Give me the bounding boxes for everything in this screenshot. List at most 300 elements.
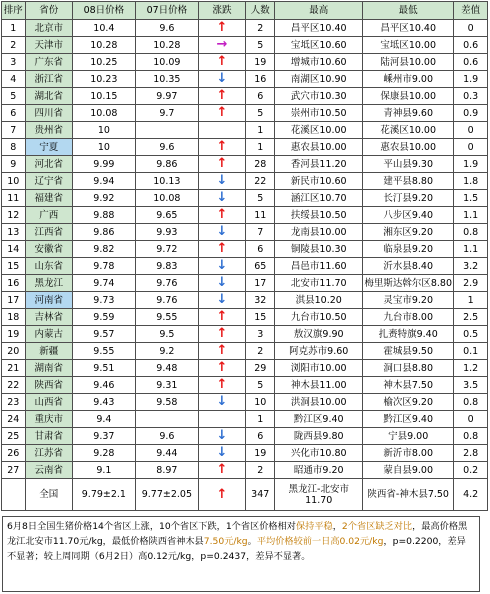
lowest-cell: 嵊州市9.00: [363, 71, 454, 88]
highest-cell: 浏阳市10.00: [275, 360, 363, 377]
lowest-cell: 长汀县9.20: [363, 190, 454, 207]
count-cell: 6: [246, 88, 275, 105]
highest-cell: 崇州市10.50: [275, 105, 363, 122]
trend-cell: [198, 54, 245, 71]
table-row: [2, 20, 488, 37]
table-row: [2, 241, 488, 258]
lowest-cell: 昌平区10.40: [363, 20, 454, 37]
difference-cell: 0: [454, 139, 488, 156]
total-highest: 黑龙江-北安市11.70: [275, 479, 363, 511]
province-cell: 北京市: [25, 20, 72, 37]
price-08-cell: 9.55: [72, 343, 135, 360]
trend-cell: [198, 20, 245, 37]
header-difference: 差值: [454, 2, 488, 20]
trend-cell: [198, 241, 245, 258]
table-row: [2, 156, 488, 173]
note-average-highlight: 平均价格较前一日高0.02元/kg: [256, 536, 384, 547]
table-row: [2, 292, 488, 309]
rank-cell: 22: [2, 377, 26, 394]
down-arrow-icon: ↓: [216, 224, 228, 239]
up-arrow-icon: ↑: [216, 88, 228, 103]
province-cell: 广东省: [25, 54, 72, 71]
table-row: [2, 275, 488, 292]
province-cell: 吉林省: [25, 309, 72, 326]
count-cell: 65: [246, 258, 275, 275]
rank-cell: 5: [2, 88, 26, 105]
total-lowest: 陕西省-神木县7.50: [363, 479, 454, 511]
highest-cell: 敖汉旗9.90: [275, 326, 363, 343]
count-cell: 1: [246, 122, 275, 139]
note-text-1: 6月8日全国生猪价格14个省区上涨，10个省区下跌，1个省区价格相对: [7, 521, 296, 532]
price-08-cell: 9.4: [72, 411, 135, 428]
price-08-cell: 10.25: [72, 54, 135, 71]
rank-cell: 23: [2, 394, 26, 411]
table-row: [2, 54, 488, 71]
highest-cell: 黔江区9.40: [275, 411, 363, 428]
count-cell: 5: [246, 105, 275, 122]
table-row: [2, 122, 488, 139]
note-text-5: ，p=0.2200，差异不显著；较上周同期（6月2日）高0.12元/kg，p=0.2437，差异不显著。: [7, 536, 466, 562]
rank-cell: 10: [2, 173, 26, 190]
price-07-cell: 9.86: [135, 156, 198, 173]
difference-cell: 0.8: [454, 394, 488, 411]
price-07-cell: 9.72: [135, 241, 198, 258]
total-price-08: 9.79±2.1: [72, 479, 135, 511]
header-trend: 涨跌: [198, 2, 245, 20]
highest-cell: 昭通市9.20: [275, 462, 363, 479]
trend-cell: [198, 377, 245, 394]
count-cell: 32: [246, 292, 275, 309]
table-row: [2, 71, 488, 88]
difference-cell: 1.8: [454, 173, 488, 190]
rank-cell: 25: [2, 428, 26, 445]
table-row: [2, 411, 488, 428]
rank-cell: 3: [2, 54, 26, 71]
province-cell: 天津市: [25, 37, 72, 54]
up-arrow-icon: ↑: [216, 377, 228, 392]
up-arrow-icon: ↑: [216, 241, 228, 256]
up-arrow-icon: ↑: [216, 54, 228, 69]
rank-cell: 17: [2, 292, 26, 309]
province-cell: 山东省: [25, 258, 72, 275]
difference-cell: 2.8: [454, 445, 488, 462]
price-08-cell: 10.15: [72, 88, 135, 105]
difference-cell: 0: [454, 122, 488, 139]
province-cell: 安徽省: [25, 241, 72, 258]
count-cell: 1: [246, 139, 275, 156]
difference-cell: 0: [454, 411, 488, 428]
rank-cell: 26: [2, 445, 26, 462]
province-cell: 江西省: [25, 224, 72, 241]
highest-cell: 洪洞县10.00: [275, 394, 363, 411]
highest-cell: 香河县11.20: [275, 156, 363, 173]
difference-cell: 1.9: [454, 71, 488, 88]
count-cell: 5: [246, 37, 275, 54]
price-07-cell: 10.13: [135, 173, 198, 190]
highest-cell: 九台市10.50: [275, 309, 363, 326]
price-07-cell: 9.2: [135, 343, 198, 360]
rank-cell: 21: [2, 360, 26, 377]
price-08-cell: 10: [72, 122, 135, 139]
count-cell: 7: [246, 224, 275, 241]
lowest-cell: 青神县9.60: [363, 105, 454, 122]
up-arrow-icon: ↑: [216, 139, 228, 154]
highest-cell: 北安市11.70: [275, 275, 363, 292]
table-row: [2, 343, 488, 360]
difference-cell: 0.3: [454, 88, 488, 105]
rank-cell: 1: [2, 20, 26, 37]
highest-cell: 宝坻区10.60: [275, 37, 363, 54]
province-cell: 河北省: [25, 156, 72, 173]
price-08-cell: 9.43: [72, 394, 135, 411]
note-text-4: 。: [247, 536, 257, 547]
count-cell: 28: [246, 156, 275, 173]
trend-cell: [198, 309, 245, 326]
trend-cell: [198, 122, 245, 139]
lowest-cell: 霍城县9.50: [363, 343, 454, 360]
table-row: [2, 105, 488, 122]
count-cell: 2: [246, 343, 275, 360]
count-cell: 1: [246, 411, 275, 428]
price-08-cell: 10.28: [72, 37, 135, 54]
total-difference: 4.2: [454, 479, 488, 511]
total-count: 347: [246, 479, 275, 511]
count-cell: 6: [246, 241, 275, 258]
price-07-cell: 9.6: [135, 20, 198, 37]
lowest-cell: 花溪区10.00: [363, 122, 454, 139]
difference-cell: 1.9: [454, 156, 488, 173]
price-08-cell: 9.59: [72, 309, 135, 326]
difference-cell: 0.6: [454, 54, 488, 71]
lowest-cell: 保康县10.00: [363, 88, 454, 105]
price-08-cell: 9.57: [72, 326, 135, 343]
table-row: [2, 207, 488, 224]
price-ranking-table: [1, 1, 488, 511]
down-arrow-icon: ↓: [216, 445, 228, 460]
lowest-cell: 宁县9.00: [363, 428, 454, 445]
province-cell: 四川省: [25, 105, 72, 122]
province-cell: 甘肃省: [25, 428, 72, 445]
rank-cell: 15: [2, 258, 26, 275]
trend-cell: [198, 105, 245, 122]
count-cell: 11: [246, 207, 275, 224]
total-trend: [198, 479, 245, 511]
up-arrow-icon: ↑: [216, 343, 228, 358]
difference-cell: 0.8: [454, 224, 488, 241]
count-cell: 19: [246, 54, 275, 71]
table-row: [2, 224, 488, 241]
rank-cell: 27: [2, 462, 26, 479]
province-cell: 广西: [25, 207, 72, 224]
price-07-cell: 9.55: [135, 309, 198, 326]
note-lowest-highlight: 7.50元/kg: [203, 536, 248, 547]
total-price-07: 9.77±2.05: [135, 479, 198, 511]
header-highest: 最高: [275, 2, 363, 20]
down-arrow-icon: ↓: [216, 394, 228, 409]
difference-cell: 1.1: [454, 207, 488, 224]
up-arrow-icon: ↑: [216, 207, 228, 222]
difference-cell: 1.5: [454, 190, 488, 207]
note-text-3: ，最高价格黑龙江北安市11.70元/kg，最低价格陕西省神木县: [7, 521, 468, 547]
lowest-cell: 八步区9.40: [363, 207, 454, 224]
up-arrow-icon: ↑: [216, 360, 228, 375]
table-row: [2, 190, 488, 207]
price-08-cell: 10.4: [72, 20, 135, 37]
down-arrow-icon: ↓: [216, 190, 228, 205]
province-cell: 陕西省: [25, 377, 72, 394]
trend-cell: [198, 445, 245, 462]
down-arrow-icon: ↓: [216, 292, 228, 307]
price-07-cell: 8.97: [135, 462, 198, 479]
note-stable-highlight: 保持平稳: [295, 521, 333, 532]
highest-cell: 神木县11.00: [275, 377, 363, 394]
difference-cell: 1.1: [454, 241, 488, 258]
highest-cell: 昌邑市11.60: [275, 258, 363, 275]
trend-cell: [198, 292, 245, 309]
count-cell: 29: [246, 360, 275, 377]
price-08-cell: 9.82: [72, 241, 135, 258]
trend-cell: [198, 258, 245, 275]
count-cell: 17: [246, 275, 275, 292]
count-cell: 2: [246, 462, 275, 479]
table-row: [2, 428, 488, 445]
trend-cell: [198, 394, 245, 411]
rank-cell: 12: [2, 207, 26, 224]
rank-cell: 7: [2, 122, 26, 139]
trend-cell: [198, 462, 245, 479]
down-arrow-icon: ↓: [216, 275, 228, 290]
lowest-cell: 新沂市8.00: [363, 445, 454, 462]
price-08-cell: 9.99: [72, 156, 135, 173]
lowest-cell: 平山县9.30: [363, 156, 454, 173]
price-07-cell: 9.31: [135, 377, 198, 394]
province-cell: 湖北省: [25, 88, 72, 105]
up-arrow-icon: ↑: [216, 462, 228, 477]
difference-cell: 3.2: [454, 258, 488, 275]
rank-cell: 9: [2, 156, 26, 173]
header-count: 人数: [246, 2, 275, 20]
lowest-cell: 陆河县10.00: [363, 54, 454, 71]
highest-cell: 涵江区10.70: [275, 190, 363, 207]
summary-note: [2, 516, 480, 592]
total-rank-cell: [2, 479, 26, 511]
difference-cell: 0.5: [454, 326, 488, 343]
price-07-cell: 10.35: [135, 71, 198, 88]
lowest-cell: 沂水县8.40: [363, 258, 454, 275]
province-cell: 辽宁省: [25, 173, 72, 190]
price-08-cell: 9.92: [72, 190, 135, 207]
table-body: [2, 20, 488, 479]
table-row: [2, 258, 488, 275]
trend-cell: [198, 411, 245, 428]
national-total-row: [2, 479, 488, 511]
province-cell: 云南省: [25, 462, 72, 479]
difference-cell: 3.5: [454, 377, 488, 394]
table-row: [2, 360, 488, 377]
price-08-cell: 10.23: [72, 71, 135, 88]
table-row: [2, 37, 488, 54]
table-row: [2, 88, 488, 105]
price-07-cell: 9.7: [135, 105, 198, 122]
count-cell: 10: [246, 394, 275, 411]
lowest-cell: 蒙自县9.00: [363, 462, 454, 479]
difference-cell: 0.8: [454, 428, 488, 445]
trend-cell: [198, 428, 245, 445]
note-text-2: ，: [332, 521, 342, 532]
total-label: 全国: [25, 479, 72, 511]
count-cell: 19: [246, 445, 275, 462]
price-07-cell: [135, 122, 198, 139]
price-08-cell: 9.28: [72, 445, 135, 462]
count-cell: 22: [246, 173, 275, 190]
trend-cell: [198, 71, 245, 88]
rank-cell: 20: [2, 343, 26, 360]
rank-cell: 14: [2, 241, 26, 258]
trend-cell: [198, 360, 245, 377]
up-arrow-icon: ↑: [216, 156, 228, 171]
price-07-cell: 10.08: [135, 190, 198, 207]
price-07-cell: 9.65: [135, 207, 198, 224]
highest-cell: 扶绥县10.50: [275, 207, 363, 224]
count-cell: 15: [246, 309, 275, 326]
province-cell: 江苏省: [25, 445, 72, 462]
rank-cell: 2: [2, 37, 26, 54]
rank-cell: 19: [2, 326, 26, 343]
highest-cell: 兴化市10.80: [275, 445, 363, 462]
trend-cell: [198, 156, 245, 173]
price-07-cell: 10.09: [135, 54, 198, 71]
province-cell: 福建省: [25, 190, 72, 207]
lowest-cell: 湘东区9.20: [363, 224, 454, 241]
lowest-cell: 灵宝市9.20: [363, 292, 454, 309]
price-07-cell: 9.44: [135, 445, 198, 462]
trend-cell: [198, 326, 245, 343]
up-arrow-icon: ↑: [216, 105, 228, 120]
highest-cell: 淇县10.20: [275, 292, 363, 309]
rank-cell: 6: [2, 105, 26, 122]
count-cell: 5: [246, 377, 275, 394]
rank-cell: 11: [2, 190, 26, 207]
lowest-cell: 洞口县8.80: [363, 360, 454, 377]
trend-cell: [198, 207, 245, 224]
lowest-cell: 惠农县10.00: [363, 139, 454, 156]
table-row: [2, 394, 488, 411]
price-08-cell: 9.78: [72, 258, 135, 275]
price-07-cell: 9.76: [135, 292, 198, 309]
difference-cell: 0.9: [454, 105, 488, 122]
difference-cell: 0.2: [454, 462, 488, 479]
price-07-cell: 9.5: [135, 326, 198, 343]
up-arrow-icon: ↑: [216, 309, 228, 324]
difference-cell: 1: [454, 292, 488, 309]
table-row: [2, 326, 488, 343]
price-08-cell: 9.1: [72, 462, 135, 479]
note-missing-highlight: 2个省区缺乏对比: [341, 521, 413, 532]
down-arrow-icon: ↓: [216, 428, 228, 443]
highest-cell: 惠农县10.00: [275, 139, 363, 156]
price-08-cell: 10: [72, 139, 135, 156]
highest-cell: 南湖区10.90: [275, 71, 363, 88]
price-07-cell: 9.6: [135, 139, 198, 156]
lowest-cell: 临泉县9.20: [363, 241, 454, 258]
lowest-cell: 扎赉特旗9.40: [363, 326, 454, 343]
lowest-cell: 宝坻区10.00: [363, 37, 454, 54]
trend-cell: [198, 139, 245, 156]
province-cell: 内蒙古: [25, 326, 72, 343]
rank-cell: 24: [2, 411, 26, 428]
trend-cell: [198, 224, 245, 241]
price-08-cell: 9.74: [72, 275, 135, 292]
trend-cell: [198, 37, 245, 54]
rank-cell: 4: [2, 71, 26, 88]
right-arrow-icon: →: [216, 37, 228, 52]
highest-cell: 昌平区10.40: [275, 20, 363, 37]
price-07-cell: 9.76: [135, 275, 198, 292]
header-price-07: 07日价格: [135, 2, 198, 20]
difference-cell: 1.2: [454, 360, 488, 377]
table-row: [2, 139, 488, 156]
price-08-cell: 9.73: [72, 292, 135, 309]
header-lowest: 最低: [363, 2, 454, 20]
count-cell: 3: [246, 326, 275, 343]
count-cell: 2: [246, 20, 275, 37]
price-08-cell: 10.08: [72, 105, 135, 122]
count-cell: 5: [246, 190, 275, 207]
up-arrow-icon: ↑: [216, 486, 228, 502]
lowest-cell: 建平县8.80: [363, 173, 454, 190]
price-07-cell: 9.48: [135, 360, 198, 377]
price-07-cell: 9.83: [135, 258, 198, 275]
highest-cell: 武穴市10.30: [275, 88, 363, 105]
lowest-cell: 黔江区9.40: [363, 411, 454, 428]
count-cell: 16: [246, 71, 275, 88]
highest-cell: 新民市10.60: [275, 173, 363, 190]
down-arrow-icon: ↓: [216, 258, 228, 273]
trend-cell: [198, 173, 245, 190]
province-cell: 重庆市: [25, 411, 72, 428]
down-arrow-icon: ↓: [216, 173, 228, 188]
up-arrow-icon: ↑: [216, 326, 228, 341]
down-arrow-icon: ↓: [216, 71, 228, 86]
difference-cell: 0.6: [454, 37, 488, 54]
trend-cell: [198, 88, 245, 105]
province-cell: 宁夏: [25, 139, 72, 156]
price-08-cell: 9.46: [72, 377, 135, 394]
rank-cell: 16: [2, 275, 26, 292]
price-08-cell: 9.88: [72, 207, 135, 224]
highest-cell: 花溪区10.00: [275, 122, 363, 139]
trend-cell: [198, 343, 245, 360]
province-cell: 山西省: [25, 394, 72, 411]
trend-cell: [198, 190, 245, 207]
highest-cell: 龙南县10.00: [275, 224, 363, 241]
lowest-cell: 九台市8.00: [363, 309, 454, 326]
lowest-cell: 榆次区9.20: [363, 394, 454, 411]
trend-cell: [198, 275, 245, 292]
highest-cell: 增城市10.60: [275, 54, 363, 71]
price-08-cell: 9.94: [72, 173, 135, 190]
difference-cell: 2.5: [454, 309, 488, 326]
header-province: 省份: [25, 2, 72, 20]
price-07-cell: 9.93: [135, 224, 198, 241]
province-cell: 新疆: [25, 343, 72, 360]
header-row: [2, 2, 488, 20]
table-row: [2, 445, 488, 462]
header-rank: 排序: [2, 2, 26, 20]
lowest-cell: 神木县7.50: [363, 377, 454, 394]
table-row: [2, 309, 488, 326]
table-row: [2, 173, 488, 190]
